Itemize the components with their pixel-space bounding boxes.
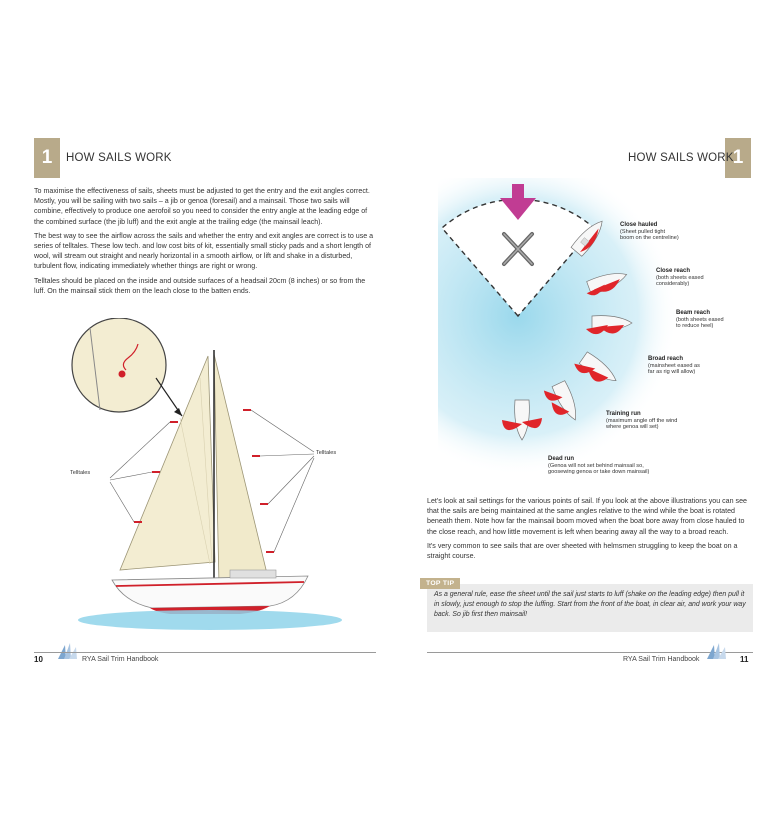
footer-rule-left bbox=[34, 652, 376, 653]
label-close-reach: Close reach (both sheets eased considerably) bbox=[656, 268, 704, 288]
hull bbox=[112, 576, 308, 608]
sailboat-telltales-illustration bbox=[60, 318, 360, 634]
label-training-run: Training run (maximum angle off the wind where genoa will set) bbox=[606, 411, 678, 431]
telltales-label-left: Telltales bbox=[70, 470, 91, 476]
top-tip-text: As a general rule, ease the sheet until the sail just starts to luff (shake on the leading edge) then pull it in slowly, just enough to stop the luffing. Start from the front of the boat, in clear air, and work your way back. So jib first then mainsail! bbox=[434, 591, 746, 618]
chapter-number-tab bbox=[34, 138, 60, 178]
right-body-text bbox=[427, 496, 753, 565]
paragraph: Let's look at sail settings for the various points of sail. If you look at the above illustrations you can see that the sails are being maintained at the same angles relative to the wind while the boat is rotated beneath them. Note how far the mainsail boom moved when the boat bore away from close hauled to the close reach, and how little movement is left when bearing away all the way to a broad reach. bbox=[427, 497, 747, 536]
footer-title-left: RYA Sail Trim Handbook bbox=[82, 656, 159, 663]
water bbox=[78, 610, 342, 630]
label-beam-reach: Beam reach (both sheets eased to reduce heel) bbox=[676, 310, 724, 330]
wind-arrow-icon bbox=[512, 184, 524, 198]
chapter-title: HOW SAILS WORK bbox=[66, 152, 172, 164]
paragraph: The best way to see the airflow across the sails and whether the entry and exit angles are correct is to use a series of telltales. These low tech. and low cost bits of kit, essentially small sticky pads and a short length of wool, will stream out straight and nearly horizontal in a smooth airflow, or lift and shake in a disturbed, turbulent flow, indicating immediately whether things are right or wrong. bbox=[34, 231, 374, 271]
chapter-number: 1 bbox=[41, 147, 53, 168]
telltales-label-right: Telltales bbox=[316, 450, 337, 456]
chapter-number: 1 bbox=[732, 147, 744, 168]
zoom-detail-circle bbox=[72, 318, 166, 412]
page-number-left: 10 bbox=[34, 655, 43, 664]
page-number-right: 11 bbox=[740, 655, 749, 664]
left-body-text bbox=[34, 186, 376, 300]
footer-title-right: RYA Sail Trim Handbook bbox=[623, 656, 700, 663]
paragraph: Telltales should be placed on the inside and outside surfaces of a headsail 20cm (8 inches) or so from the luff. On the mainsail stick them on the leach close to the batten ends. bbox=[34, 276, 366, 295]
top-tip-label: TOP TIP bbox=[420, 578, 460, 589]
label-broad-reach: Broad reach (mainsheet eased as far as rig will allow) bbox=[648, 356, 700, 376]
label-dead-run: Dead run (Genoa will not set behind mainsail so, goosewing genoa or take down mainsail) bbox=[548, 456, 650, 476]
label-close-hauled: Close hauled (Sheet pulled tight boom on the centreline) bbox=[620, 222, 679, 242]
rya-logo-icon bbox=[707, 643, 727, 659]
mainsail bbox=[214, 354, 269, 584]
paragraph: To maximise the effectiveness of sails, sheets must be adjusted to get the entry and the exit angles correct. Mostly, you will be sailing with two sails – a jib or genoa (foresail) and a mainsail. Those two sails will combine, effectively to produce one aerofoil so you need to consider the entry angle at the leading edge of the combined surface (the jib luff) and the exit angle at the trailing edge (the mainsail leach). bbox=[34, 187, 370, 226]
paragraph: It's very common to see sails that are over sheeted with helmsmen struggling to keep the boat on a straight course. bbox=[427, 541, 738, 561]
footer-rule-right bbox=[427, 652, 753, 653]
rya-logo-icon bbox=[58, 643, 78, 659]
chapter-title: HOW SAILS WORK bbox=[628, 152, 734, 164]
